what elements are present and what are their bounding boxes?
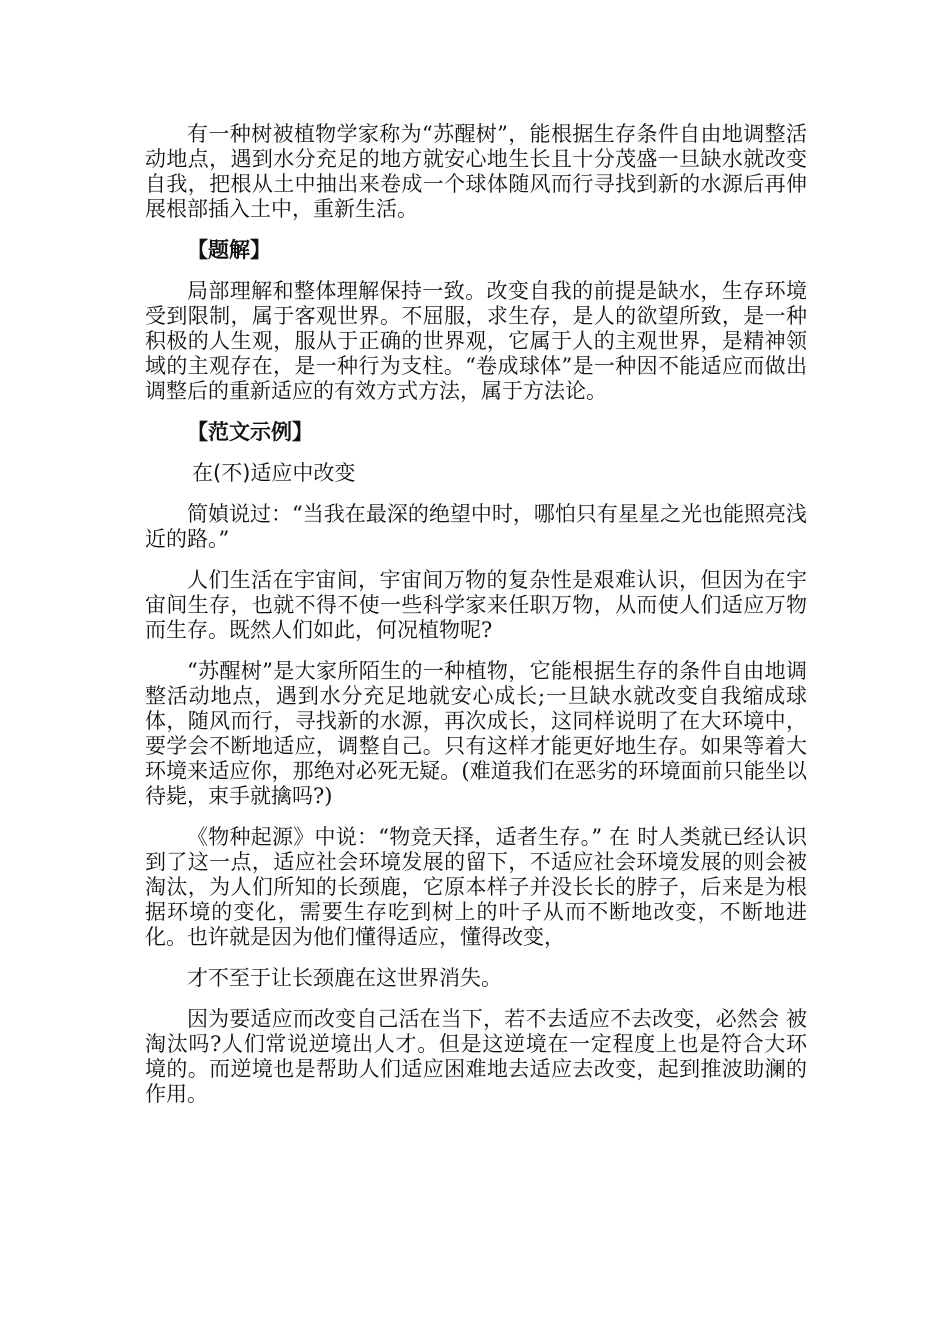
- document-page: [145, 122, 807, 1123]
- sample-heading: 【范文示例】: [187, 420, 313, 444]
- intro-paragraph: 有一种树被植物学家称为“苏醒树”，能根据生存条件自由地调整活动地点，遇到水分充足的地方就安心地生长且十分茂盛一旦缺水就改变自我，把根从土中抽出来卷成一个球体随风而行寻找到新的水源后再伸展根部插入土中，重新生活。: [145, 122, 807, 221]
- essay-paragraph-3: “苏醒树”是大家所陌生的一种植物，它能根据生存的条件自由地调整活动地点，遇到水分充足地就安心成长;一旦缺水就改变自我缩成球体，随风而行，寻找新的水源，再次成长，这同样说明了在大环境中，要学会不断地适应，调整自己。只有这样才能更好地生存。如果等着大环境来适应你，那绝对必死无疑。(难道我们在恶劣的环境面前只能坐以待毙，束手就擒吗?): [145, 659, 807, 808]
- essay-paragraph-6: 因为要适应而改变自己活在当下，若不去适应不去改变，必然会 被淘汰吗?人们常说逆境出人才。但是这逆境在一定程度上也是符合大环境的。而逆境也是帮助人们适应困难地去适应去改变，起到推波助澜的作用。: [145, 1007, 807, 1106]
- essay-paragraph-4: 《物种起源》中说：“物竞天择，适者生存。” 在 时人类就已经认识到了这一点，适应社会环境发展的留下，不适应社会环境发展的则会被淘汰，为人们所知的长颈鹿，它原本样子并没长长的脖子，后来是为根据环境的变化，需要生存吃到树上的叶子从而不断地改变，不断地进化。也许就是因为他们懂得适应，懂得改变，: [145, 825, 807, 949]
- essay-paragraph-2: 人们生活在宇宙间，宇宙间万物的复杂性是艰难认识，但因为在宇宙间生存，也就不得不使一些科学家来任职万物，从而使人们适应万物而生存。既然人们如此，何况植物呢?: [145, 568, 807, 642]
- essay-title: 在(不)适应中改变: [192, 461, 356, 485]
- essay-paragraph-5: 才不至于让长颈鹿在这世界消失。: [187, 966, 502, 990]
- analysis-heading: 【题解】: [187, 238, 271, 262]
- essay-paragraph-1: 简媜说过：“当我在最深的绝望中时，哪怕只有星星之光也能照亮浅近的路。”: [145, 502, 807, 551]
- analysis-paragraph: 局部理解和整体理解保持一致。改变自我的前提是缺水，生存环境受到限制，属于客观世界。不屈服，求生存，是人的欲望所致，是一种积极的人生观，服从于正确的世界观，它属于人的主观世界，是精神领域的主观存在，是一种行为支柱。“卷成球体”是一种因不能适应而做出调整后的重新适应的有效方式方法，属于方法论。: [145, 279, 807, 403]
